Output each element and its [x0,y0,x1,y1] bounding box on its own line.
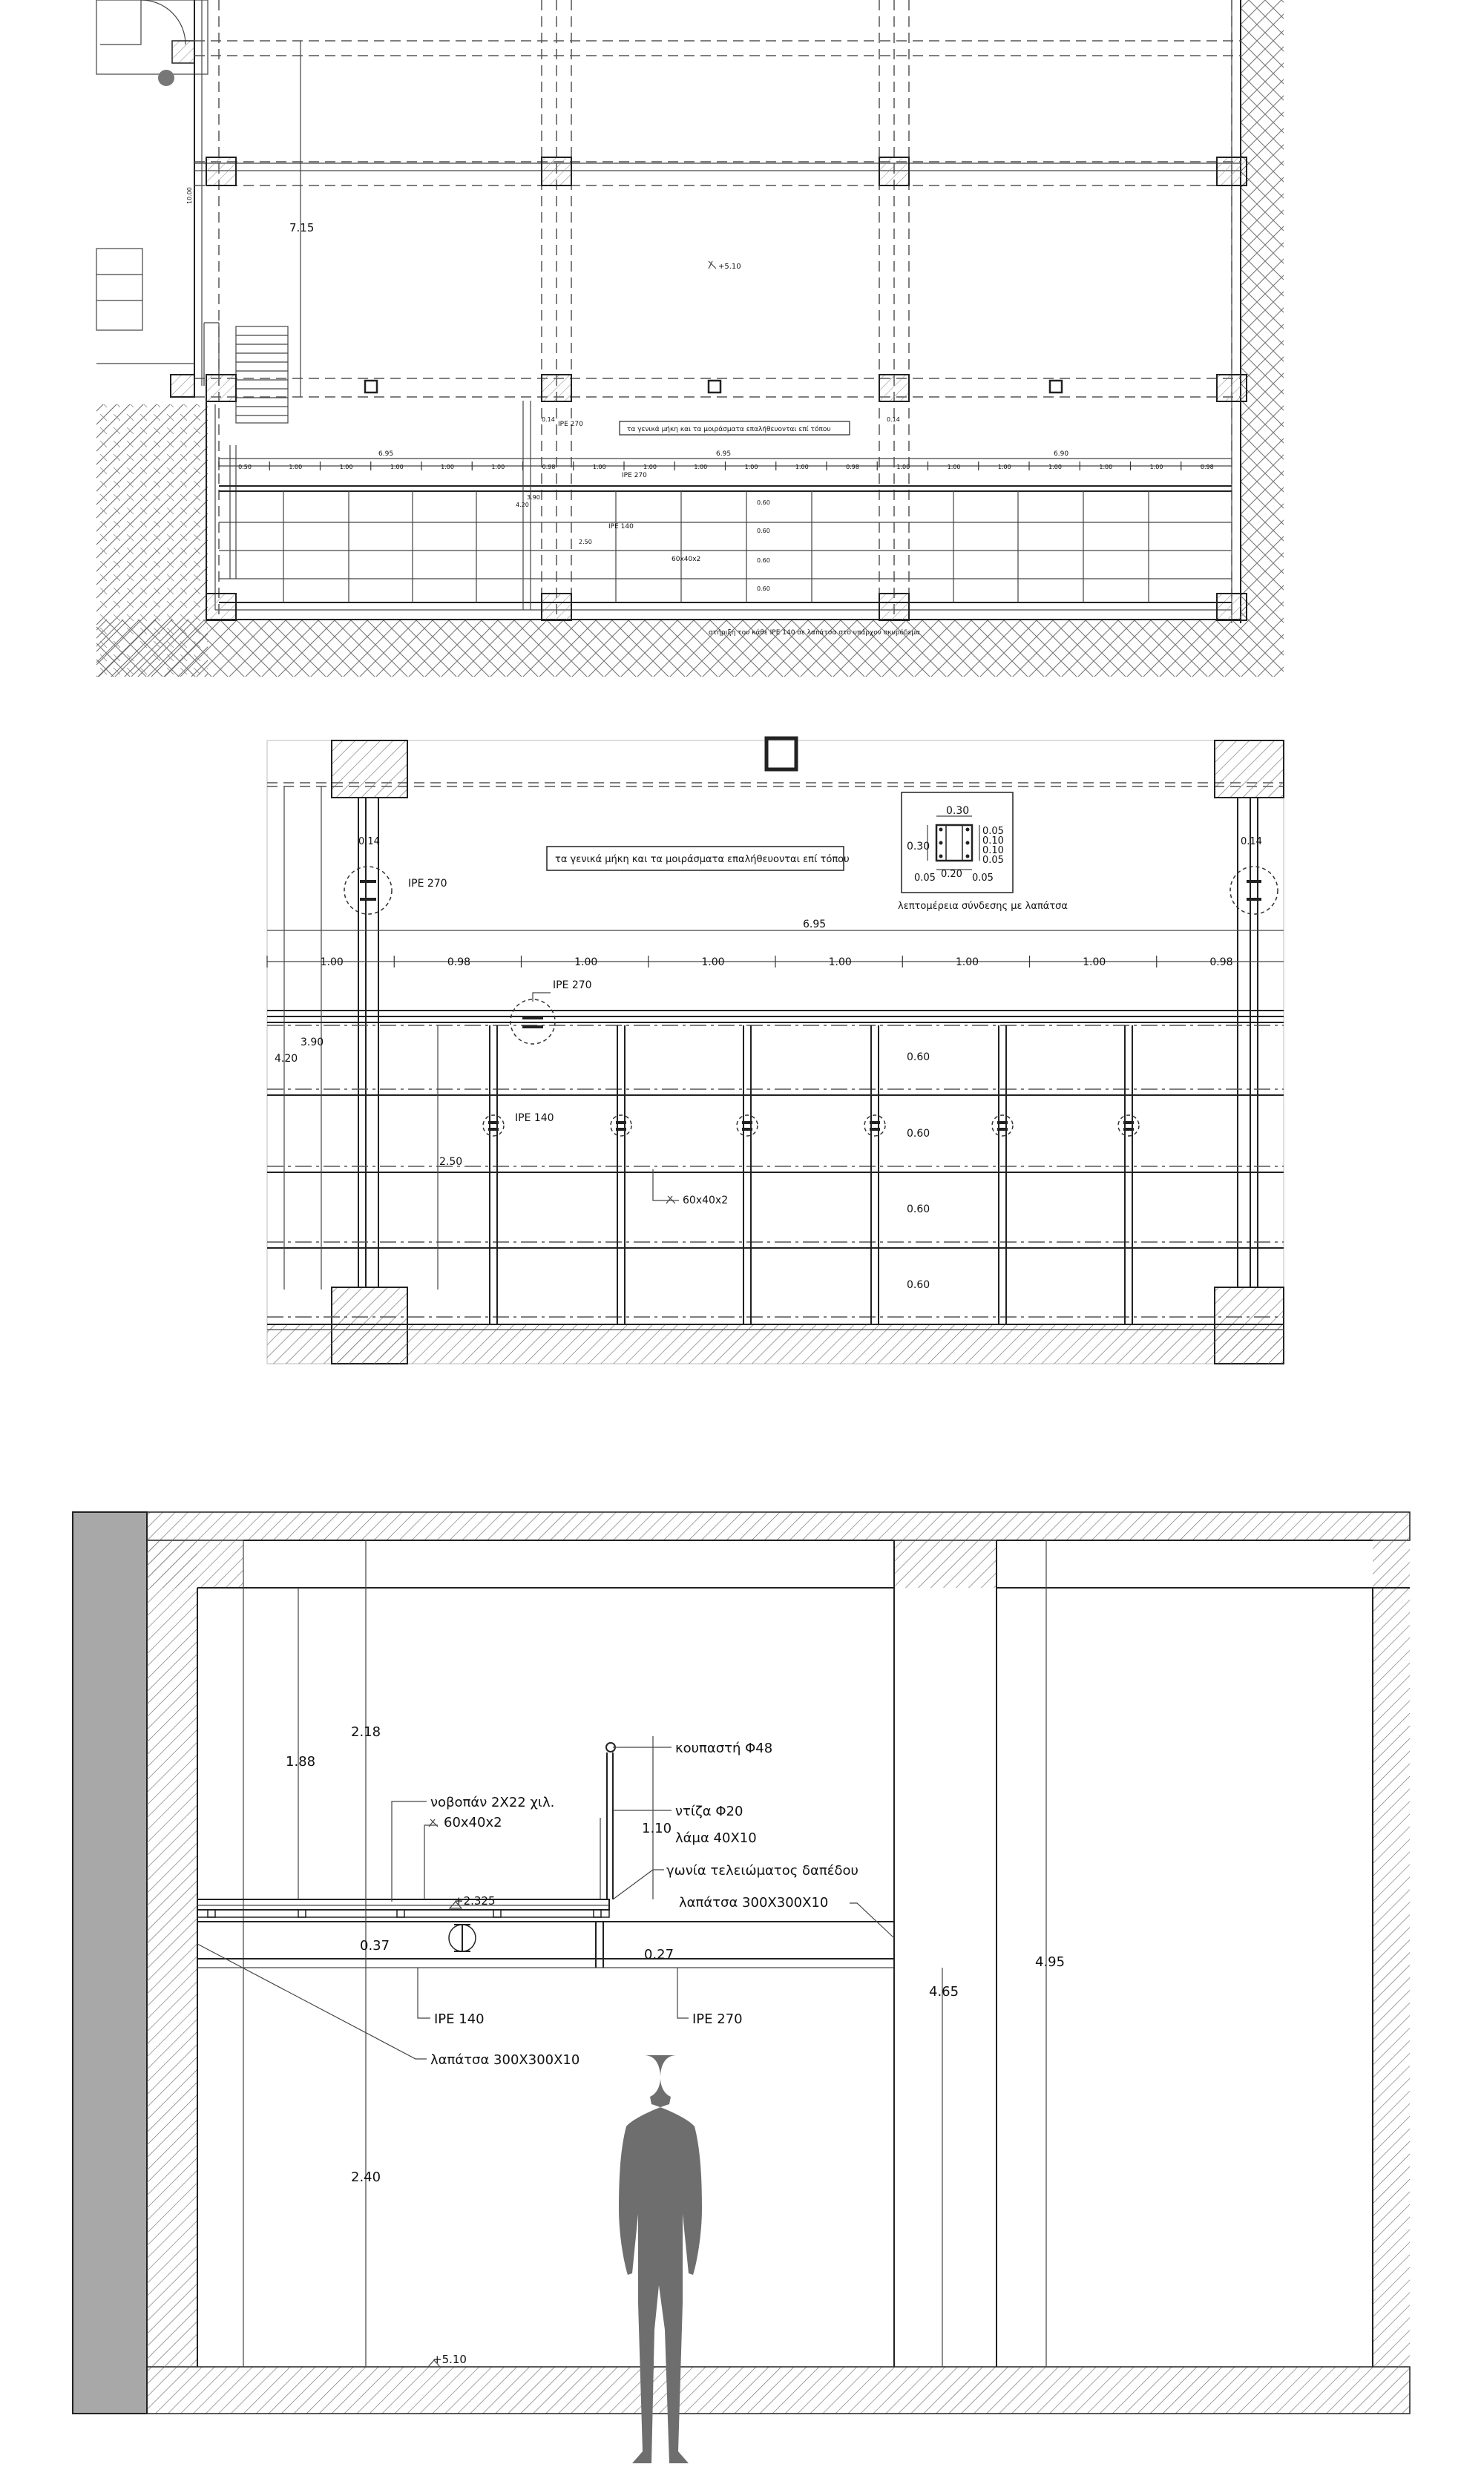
section-dim-037: 0.37 [360,1938,390,1954]
column [1217,594,1247,620]
detail-dim-014-right: 0.14 [1241,836,1262,847]
door-swing [141,0,186,45]
section-dim-495: 4.95 [1035,1954,1066,1970]
plan-segment-14: 1.00 [896,464,910,470]
column [542,594,571,620]
conn-dim-b2: 0.20 [941,869,962,880]
label-kouparasti: κουπαστή Φ48 [675,1741,773,1756]
column [879,375,909,401]
section-dim-188: 1.88 [286,1754,316,1770]
detail-row-2: 0.60 [907,1128,930,1140]
section-level-2325: +2.325 [454,1894,496,1908]
detail-span: 6.95 [803,919,827,930]
plan-ipe140: IPE 140 [608,523,634,530]
detail-row-1: 0.60 [907,1051,930,1063]
detail-segment-6: 1.00 [955,956,979,968]
plan-right-wall [1241,0,1284,677]
conn-dim-r1: 0.05 [982,826,1004,837]
plan-segment-15: 1.00 [947,464,961,470]
detail-dim-390: 3.90 [301,1037,324,1048]
column [879,594,909,620]
detail-note: τα γενικά μήκη και τα μοιράσματα επαλήθευονται επί τόπου [555,854,850,865]
detail-segment-4: 1.00 [701,956,725,968]
detail-segment-3: 1.00 [574,956,598,968]
plan-span-2: 6.95 [716,450,732,458]
conn-dim-b1: 0.05 [914,873,936,884]
plan-left-ground [96,404,208,677]
plan-span-1: 6.95 [378,450,394,458]
detail-row-3: 0.60 [907,1203,930,1215]
plan-segment-20: 0.98 [1200,464,1214,470]
conn-dim-r4: 0.05 [982,855,1004,866]
section-bottom-slab [147,2367,1410,2414]
detail-dim-014-left: 0.14 [358,836,380,847]
stair [230,326,288,579]
detail-column-square [766,738,796,769]
detail-dim-420: 4.20 [275,1053,298,1065]
detail-segment-1: 1.00 [320,956,344,968]
plan-segment-12: 1.00 [795,464,809,470]
plan-segment-18: 1.00 [1099,464,1113,470]
floor-plan [96,0,1284,677]
detail-segment-8: 0.98 [1209,956,1233,968]
plan-dim-390: 3.90 [527,494,540,501]
section-dim-218: 2.18 [351,1724,381,1740]
detail-tube: 60x40x2 [683,1195,729,1206]
column-round [158,70,174,86]
plan-dim-250: 2.50 [579,539,592,545]
plan-note: τα γενικά μήκη και τα μοιράσματα επαλήθευονται επί τόπου [627,426,831,433]
plan-segment-2: 1.00 [289,464,303,470]
plan-balcony-frame [219,486,1232,602]
section [73,1512,1410,2463]
detail-joists [490,1025,1132,1324]
detail-column-top-left [332,740,407,798]
column [879,157,909,185]
plan-ipe270-b: IPE 270 [622,472,647,479]
detail-segment-5: 1.00 [828,956,852,968]
plan-segment-3: 1.00 [339,464,353,470]
detail-horizontal-members [267,1011,1284,1317]
plan-row-2: 0.60 [757,528,770,534]
label-lama: λάμα 40Χ10 [675,1830,757,1846]
column [206,375,236,401]
plan-level-mark: +5.10 [718,263,741,271]
conn-dim-r2: 0.10 [982,835,1004,847]
conn-dim-top: 0.30 [946,805,970,817]
plan-row-3: 0.60 [757,557,770,564]
plan-segment-5: 1.00 [441,464,454,470]
section-dim-465: 4.65 [929,1984,959,2000]
label-lapatsa-left: λαπάτσα 300Χ300Χ10 [430,2052,580,2068]
detail-plan [267,738,1284,1364]
plan-segment-4: 1.00 [390,464,404,470]
detail-column-top-right [1215,740,1284,798]
detail-ipe270-left: IPE 270 [408,878,447,890]
column [171,375,194,397]
label-tube: 60x40x2 [444,1815,502,1830]
plan-segment-17: 1.00 [1048,464,1062,470]
section-left-wall [73,1512,147,2414]
column [1217,375,1247,401]
section-top-slab [147,1512,1410,1540]
plan-segment-16: 1.00 [997,464,1011,470]
plan-segment-9: 1.00 [643,464,657,470]
plan-dim-014-b: 0.14 [887,416,900,423]
detail-row-4: 0.60 [907,1279,930,1291]
plan-row-4: 0.60 [757,585,770,592]
conn-caption: λεπτομέρεια σύνδεσης με λαπάτσα [898,901,1068,912]
detail-segment-7: 1.00 [1083,956,1106,968]
column [206,594,236,620]
detail-slab [267,1324,1284,1364]
detail-ipe270-top: IPE 270 [553,979,592,991]
plan-dim-420: 4.20 [516,502,529,508]
plan-ipe270-a: IPE 270 [558,421,583,428]
section-inner-wall [147,1540,197,2367]
section-railing [600,1743,615,1899]
plan-segment-7: 0.98 [542,464,556,470]
column [542,375,571,401]
conn-dim-left: 0.30 [907,841,930,853]
section-dim-240: 2.40 [351,2169,381,2185]
plan-row-1: 0.60 [757,499,770,506]
plan-segment-19: 1.00 [1149,464,1163,470]
plan-span-3: 6.90 [1054,450,1069,458]
conn-dim-r3: 0.10 [982,845,1004,856]
conn-dim-b3: 0.05 [972,873,994,884]
plan-segment-10: 1.00 [694,464,708,470]
plan-segment-6: 1.00 [491,464,505,470]
section-dim-027: 0.27 [644,1947,674,1962]
plan-segment-1: 0.50 [238,464,252,470]
plan-dim-014-a: 0.14 [542,416,555,423]
label-gonia: γωνία τελειώματος δαπέδου [666,1863,858,1879]
plan-segment-13: 0.98 [846,464,859,470]
label-ntiza: ντίζα Φ20 [675,1804,743,1819]
section-level-510: +5.10 [433,2353,467,2366]
column [206,157,236,185]
column [542,157,571,185]
detail-ipe140: IPE 140 [515,1112,554,1124]
plan-segment-8: 1.00 [592,464,606,470]
plan-dim-height: 7.15 [289,221,315,234]
detail-segment-2: 0.98 [447,956,471,968]
label-novopan: νοβοπάν 2Χ22 χιλ. [430,1795,555,1810]
plan-segment-11: 1.00 [744,464,758,470]
plan-tube: 60x40x2 [672,556,701,563]
label-ipe270: IPE 270 [692,2011,743,2027]
column [1217,157,1247,185]
section-dim-110: 1.10 [642,1821,672,1836]
plan-bottom-ground [96,620,1241,677]
detail-dim-250: 2.50 [439,1156,463,1168]
plan-side-label: 10.00 [186,187,193,204]
plan-footnote: στήριξη του κάθε IPE 140 σε λαπάτσα στο υπάρχον σκυρόδεμα [709,629,921,637]
label-lapatsa-right: λαπάτσα 300Χ300Χ10 [679,1895,829,1911]
connection-detail [898,792,1068,912]
label-ipe140: IPE 140 [434,2011,485,2027]
